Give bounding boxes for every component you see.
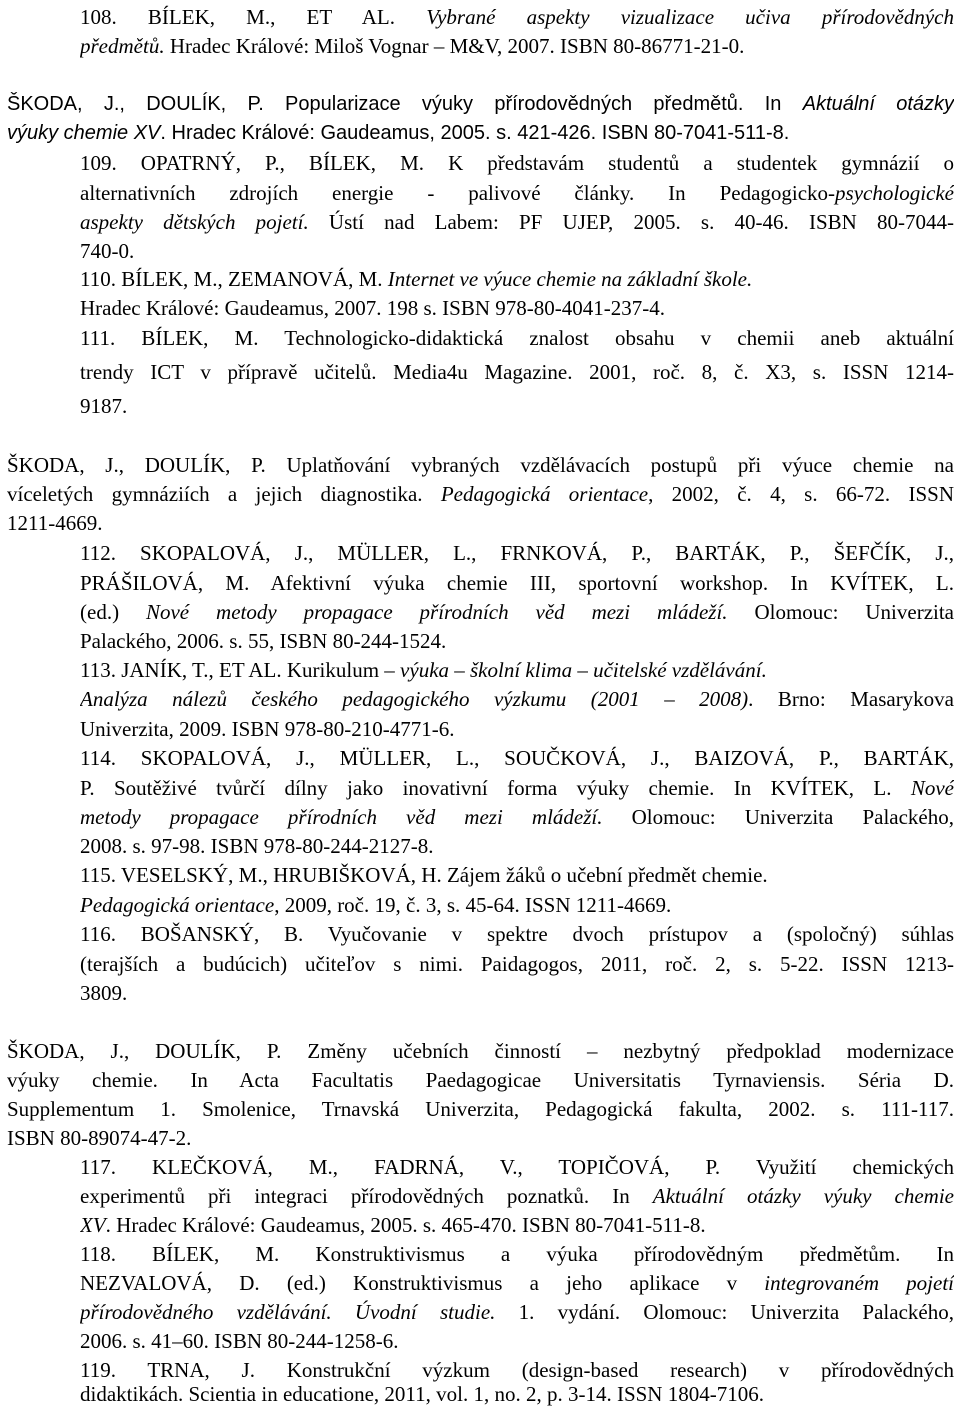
ref-118-line-1: 118. BÍLEK, M. Konstruktivismus a výuka přírodovědným předmětům. In	[80, 1242, 954, 1266]
ref-118-line-2: NEZVALOVÁ, D. (ed.) Konstruktivismus a jeho aplikace v integrovaném pojetí	[80, 1271, 954, 1295]
ref-112-line-3: (ed.) Nové metody propagace přírodních věd mezi mládeží. Olomouc: Univerzita	[80, 600, 954, 624]
ref-skoda-3-line-4: ISBN 80-89074-47-2.	[7, 1126, 192, 1150]
ref-110-line-2: Hradec Králové: Gaudeamus, 2007. 198 s. ISBN 978-80-4041-237-4.	[80, 296, 665, 320]
ref-skoda-1-line-1: ŠKODA, J., DOULÍK, P. Popularizace výuky přírodovědných předmětů. In Aktuální otázky	[7, 93, 954, 115]
ref-114-line-4: 2008. s. 97-98. ISBN 978-80-244-2127-8.	[80, 834, 434, 858]
ref-skoda-1-line-2: výuky chemie XV. Hradec Králové: Gaudeamus, 2005. s. 421-426. ISBN 80-7041-511-8.	[7, 122, 790, 144]
ref-108-line-2: předmětů. Hradec Králové: Miloš Vognar – M&V, 2007. ISBN 80-86771-21-0.	[80, 34, 745, 58]
ref-114-line-3: metody propagace přírodních věd mezi mládeží. Olomouc: Univerzita Palackého,	[80, 805, 954, 829]
ref-110-line-1: 110. BÍLEK, M., ZEMANOVÁ, M. Internet ve výuce chemie na základní škole.	[80, 267, 753, 291]
ref-111-line-2: trendy ICT v přípravě učitelů. Media4u Magazine. 2001, roč. 8, č. X3, s. ISSN 1214-	[80, 360, 954, 384]
ref-skoda-3-line-3: Supplementum 1. Smolenice, Trnavská Univerzita, Pedagogická fakulta, 2002. s. 111-117.	[7, 1097, 954, 1121]
ref-112-line-1: 112. SKOPALOVÁ, J., MÜLLER, L., FRNKOVÁ, P., BARTÁK, P., ŠEFČÍK, J.,	[80, 541, 954, 565]
ref-117-line-3: XV. Hradec Králové: Gaudeamus, 2005. s. 465-470. ISBN 80-7041-511-8.	[80, 1213, 706, 1237]
ref-116-line-3: 3809.	[80, 981, 128, 1005]
ref-115-line-1: 115. VESELSKÝ, M., HRUBIŠKOVÁ, H. Zájem žáků o učební předmět chemie.	[80, 863, 768, 887]
ref-114-line-1: 114. SKOPALOVÁ, J., MÜLLER, L., SOUČKOVÁ, J., BAIZOVÁ, P., BARTÁK,	[80, 746, 954, 770]
ref-111-line-1: 111. BÍLEK, M. Technologicko-didaktická znalost obsahu v chemii aneb aktuální	[80, 326, 954, 350]
ref-117-line-2: experimentů při integraci přírodovědných poznatků. In Aktuální otázky výuky chemie	[80, 1184, 954, 1208]
ref-115-line-2: Pedagogická orientace, 2009, roč. 19, č. 3, s. 45-64. ISSN 1211-4669.	[80, 893, 672, 917]
ref-116-line-2: (terajších a budúcich) učiteľov s nimi. Paidagogos, 2011, roč. 2, s. 5-22. ISSN 1213-	[80, 952, 954, 976]
ref-119-line-1: 119. TRNA, J. Konstrukční výzkum (design-based research) v přírodovědných	[80, 1358, 954, 1382]
ref-109-line-2: alternativních zdrojích energie - palivové články. In Pedagogicko-psychologické	[80, 181, 954, 205]
ref-skoda-2-line-2: víceletých gymnáziích a jejich diagnostika. Pedagogická orientace, 2002, č. 4, s. 66-72. ISSN	[7, 482, 954, 506]
ref-111-line-3: 9187.	[80, 394, 128, 418]
ref-109-line-1: 109. OPATRNÝ, P., BÍLEK, M. K představám studentů a studentek gymnázií o	[80, 151, 954, 175]
ref-skoda-2-line-1: ŠKODA, J., DOULÍK, P. Uplatňování vybraných vzdělávacích postupů při výuce chemie na	[7, 453, 954, 477]
ref-112-line-4: Palackého, 2006. s. 55, ISBN 80-244-1524.	[80, 629, 447, 653]
ref-116-line-1: 116. BOŠANSKÝ, B. Vyučovanie v spektre dvoch prístupov a (spoločný) súhlas	[80, 922, 954, 946]
ref-119-line-2: didaktikách. Scientia in educatione, 2011, vol. 1, no. 2, p. 3-14. ISSN 1804-7106.	[80, 1382, 764, 1406]
ref-117-line-1: 117. KLEČKOVÁ, M., FADRNÁ, V., TOPIČOVÁ, P. Využití chemických	[80, 1155, 954, 1179]
ref-113-line-1: 113. JANÍK, T., ET AL. Kurikulum – výuka – školní klima – učitelské vzdělávání.	[80, 658, 767, 682]
ref-113-line-3: Univerzita, 2009. ISBN 978-80-210-4771-6.	[80, 717, 455, 741]
ref-skoda-3-line-1: ŠKODA, J., DOULÍK, P. Změny učebních činností – nezbytný předpoklad modernizace	[7, 1039, 954, 1063]
ref-109-line-3: aspekty dětských pojetí. Ústí nad Labem: PF UJEP, 2005. s. 40-46. ISBN 80-7044-	[80, 210, 954, 234]
ref-skoda-3-line-2: výuky chemie. In Acta Facultatis Paedagogicae Universitatis Tyrnaviensis. Séria D.	[7, 1068, 954, 1092]
ref-skoda-2-line-3: 1211-4669.	[7, 511, 103, 535]
ref-113-line-2: Analýza nálezů českého pedagogického výzkumu (2001 – 2008). Brno: Masarykova	[80, 687, 954, 711]
ref-118-line-3: přírodovědného vzdělávání. Úvodní studie. 1. vydání. Olomouc: Univerzita Palackého,	[80, 1300, 954, 1324]
ref-109-line-4: 740-0.	[80, 239, 135, 263]
ref-108-line-1: 108. BÍLEK, M., ET AL. Vybrané aspekty vizualizace učiva přírodovědných	[80, 5, 954, 29]
ref-114-line-2: P. Soutěživé tvůrčí dílny jako inovativní forma výuky chemie. In KVÍTEK, L. Nové	[80, 776, 954, 800]
ref-118-line-4: 2006. s. 41–60. ISBN 80-244-1258-6.	[80, 1329, 399, 1353]
ref-112-line-2: PRÁŠILOVÁ, M. Afektivní výuka chemie III, sportovní workshop. In KVÍTEK, L.	[80, 571, 954, 595]
